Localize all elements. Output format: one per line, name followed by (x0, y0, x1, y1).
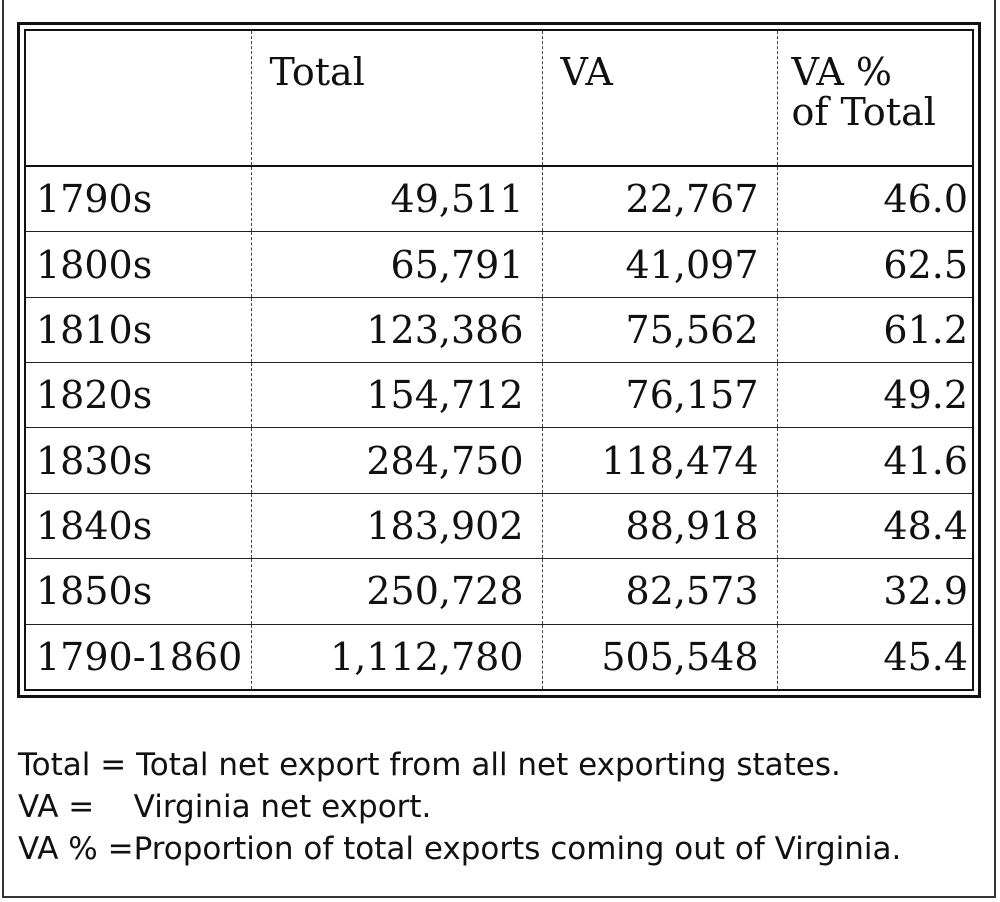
va-pct-cell: 41.6 (777, 428, 973, 493)
total-cell: 250,728 (251, 559, 542, 624)
total-cell: 1,112,780 (251, 624, 542, 690)
header-va-pct-line: VA % (791, 50, 892, 94)
header-row (25, 30, 973, 166)
va-cell: 505,548 (542, 624, 777, 690)
va-cell: 75,562 (542, 297, 777, 362)
footnote-va-pct: VA % =Proportion of total exports coming out of Virginia. (18, 831, 902, 867)
header-period (25, 30, 251, 166)
period-cell: 1790s (25, 166, 251, 232)
table-row (25, 166, 973, 232)
period-cell: 1830s (25, 428, 251, 493)
export-table-container (17, 22, 981, 698)
va-pct-cell: 46.0 (777, 166, 973, 232)
va-pct-cell: 61.2 (777, 297, 973, 362)
va-pct-cell: 32.9 (777, 559, 973, 624)
table-row (25, 363, 973, 428)
total-cell: 284,750 (251, 428, 542, 493)
header-va-pct-line: of Total (791, 89, 936, 134)
table-row (25, 428, 973, 493)
total-cell: 183,902 (251, 493, 542, 558)
period-cell: 1810s (25, 297, 251, 362)
va-pct-cell: 49.2 (777, 363, 973, 428)
va-cell: 118,474 (542, 428, 777, 493)
va-cell: 82,573 (542, 559, 777, 624)
period-cell: 1800s (25, 232, 251, 297)
table-row (25, 232, 973, 297)
export-table (24, 29, 974, 691)
period-cell: 1850s (25, 559, 251, 624)
table-row (25, 297, 973, 362)
period-cell: 1820s (25, 363, 251, 428)
footnote-total: Total = Total net export from all net exporting states. (18, 747, 841, 783)
va-pct-cell: 62.5 (777, 232, 973, 297)
header-va: VA (542, 30, 777, 166)
total-cell: 154,712 (251, 363, 542, 428)
va-cell: 41,097 (542, 232, 777, 297)
period-cell: 1840s (25, 493, 251, 558)
va-cell: 88,918 (542, 493, 777, 558)
period-cell: 1790-1860 (25, 624, 251, 690)
header-total: Total (251, 30, 542, 166)
table-body (25, 166, 973, 690)
total-cell: 65,791 (251, 232, 542, 297)
va-pct-cell: 45.4 (777, 624, 973, 690)
total-cell: 123,386 (251, 297, 542, 362)
header-va-pct (777, 30, 973, 166)
table-row (25, 624, 973, 690)
footnotes (18, 744, 988, 870)
va-cell: 22,767 (542, 166, 777, 232)
total-cell: 49,511 (251, 166, 542, 232)
va-cell: 76,157 (542, 363, 777, 428)
va-pct-cell: 48.4 (777, 493, 973, 558)
table-row (25, 493, 973, 558)
table-row (25, 559, 973, 624)
footnote-va: VA = Virginia net export. (18, 789, 432, 825)
